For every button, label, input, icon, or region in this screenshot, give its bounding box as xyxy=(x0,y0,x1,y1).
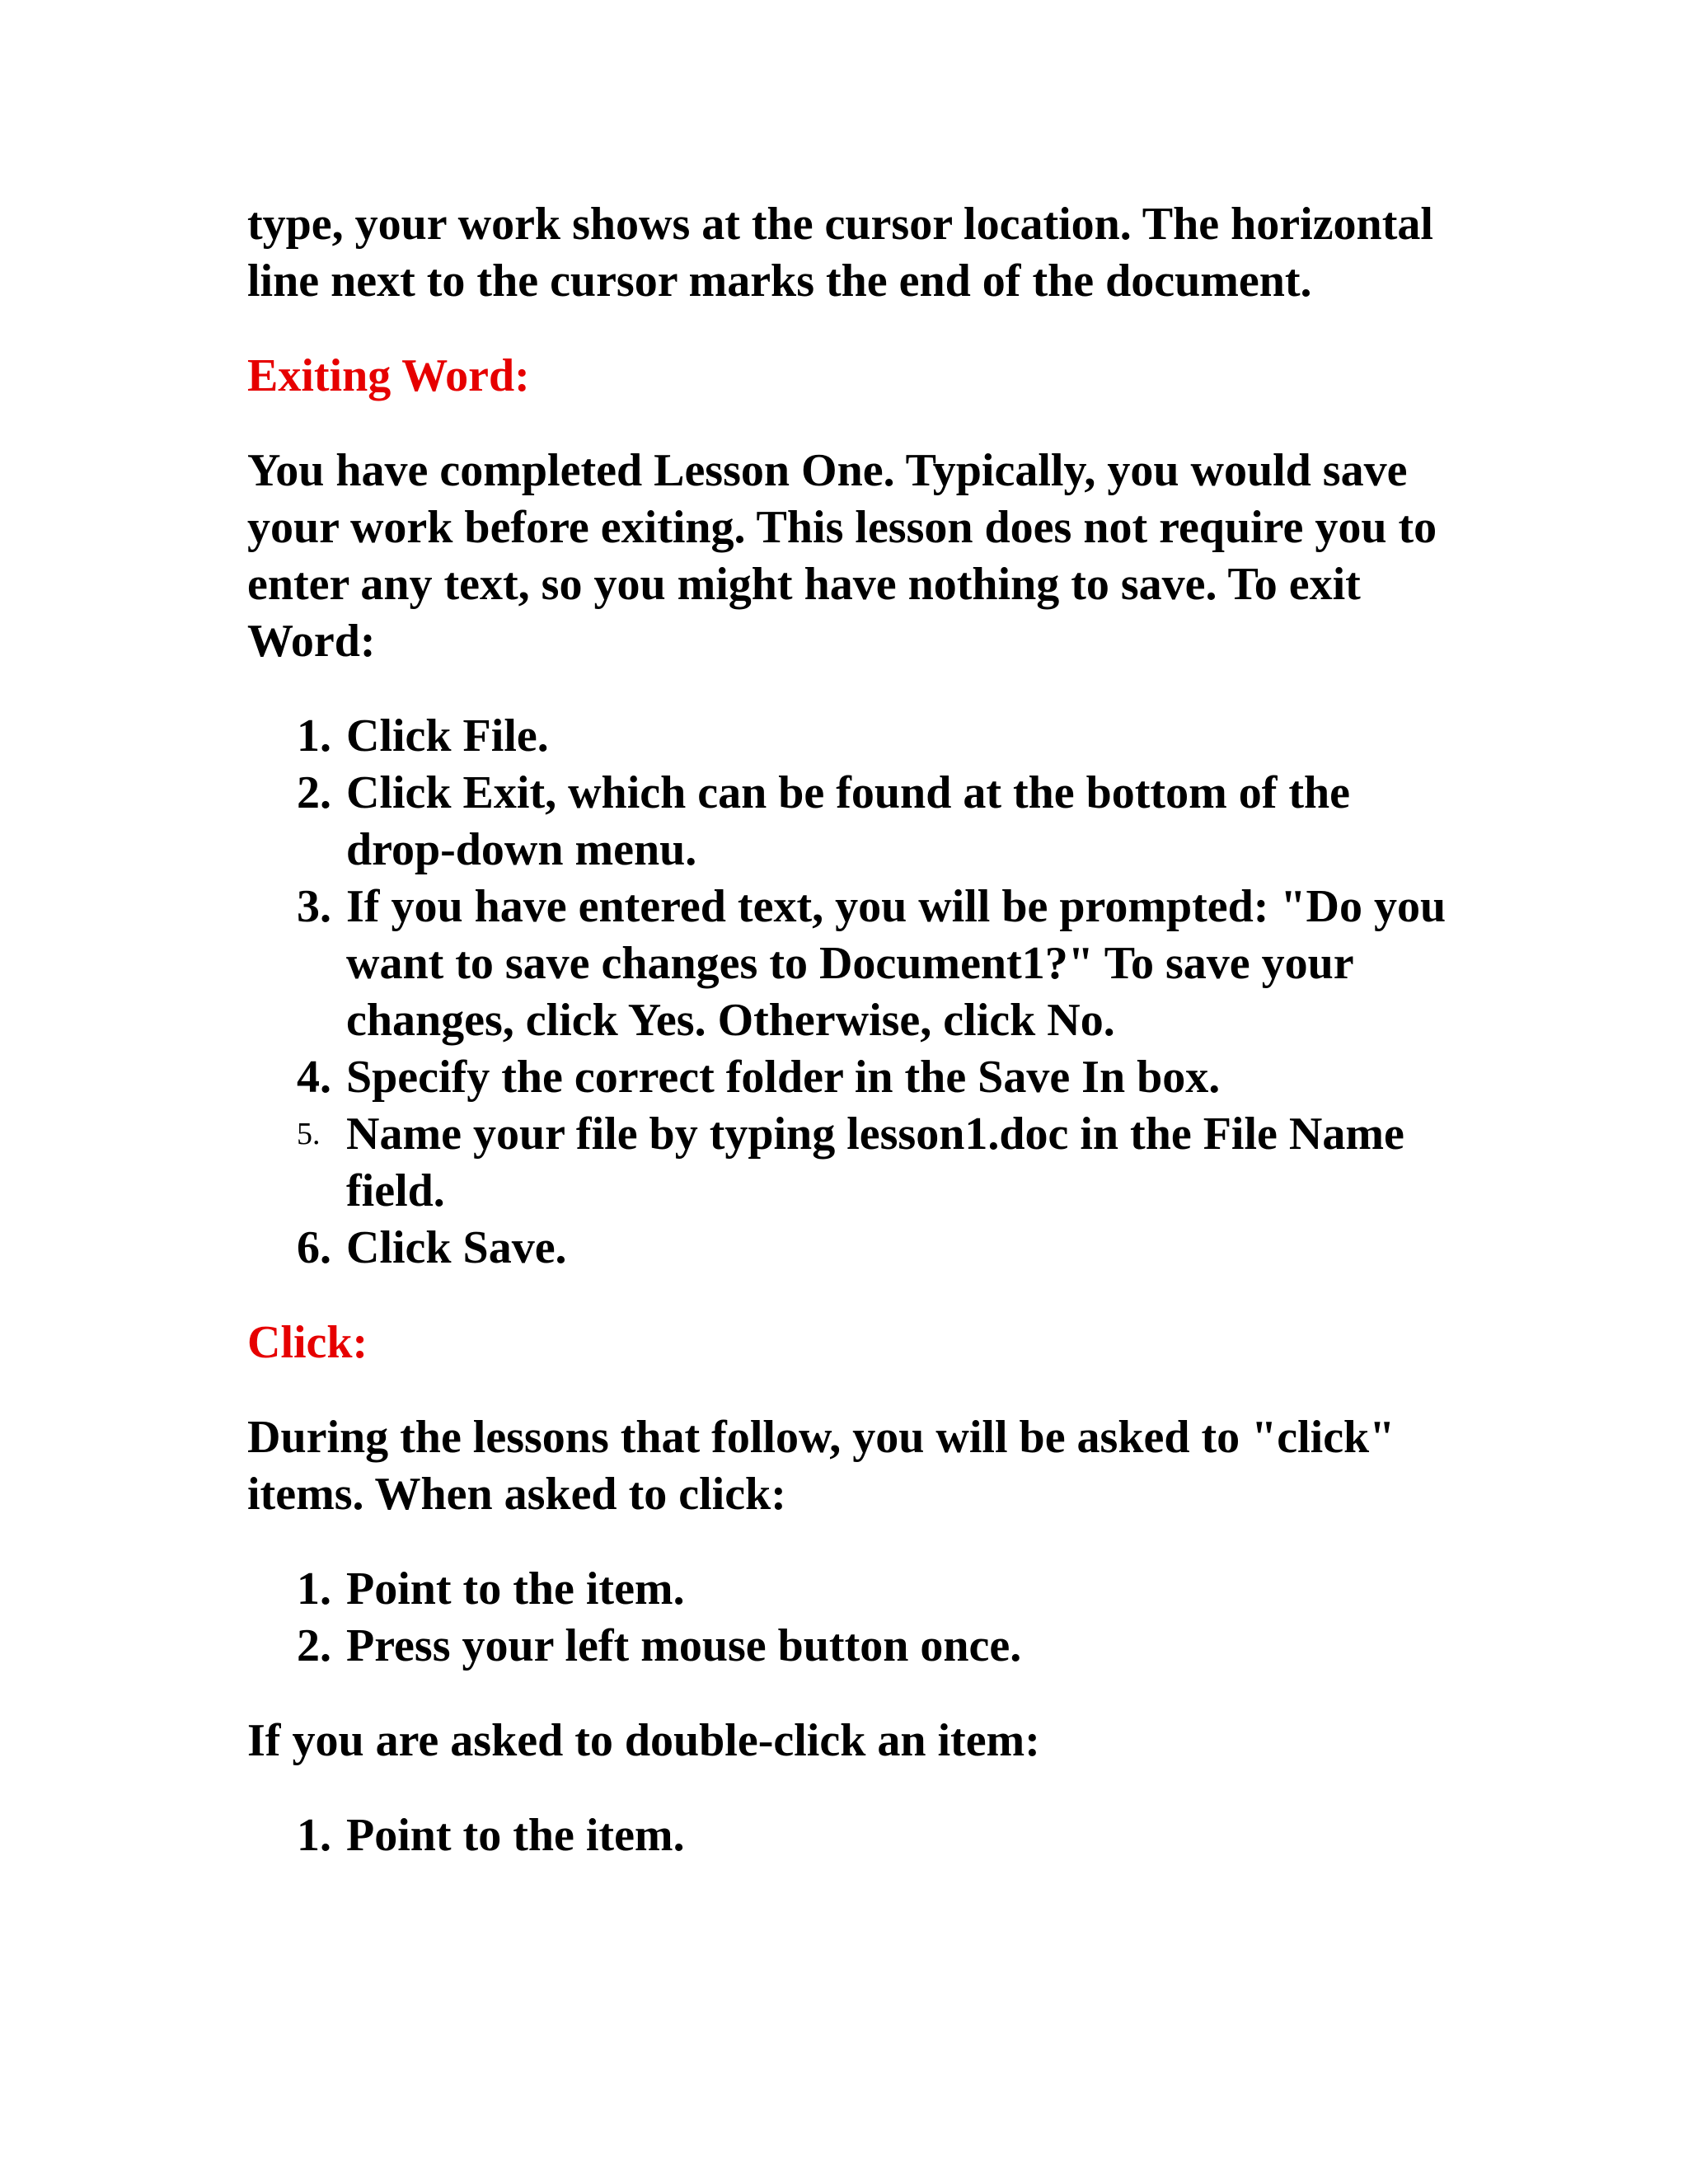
step-text: Press your left mouse button once. xyxy=(346,1620,1022,1671)
list-item xyxy=(247,1220,1451,1277)
list-item xyxy=(247,1106,1451,1220)
step-number: 5. xyxy=(297,1117,321,1151)
step-text: Click Exit, which can be found at the bottom of the drop-down menu. xyxy=(346,767,1351,875)
step-number: 2. xyxy=(297,1620,331,1671)
list-item xyxy=(247,708,1451,765)
step-text: Specify the correct folder in the Save In box. xyxy=(346,1052,1221,1103)
step-number: 1. xyxy=(297,710,331,762)
list-item xyxy=(247,1049,1451,1106)
click-heading: Click: xyxy=(247,1317,368,1368)
step-number: 1. xyxy=(297,1563,331,1615)
double-click-paragraph: If you are asked to double-click an item: xyxy=(247,1715,1040,1766)
step-text: If you have entered text, you will be prompted: "Do you want to save changes to Document1?" To save your changes, click Yes. Otherwise, click No. xyxy=(346,881,1447,1046)
document-content xyxy=(247,196,1451,1902)
step-text: Click File. xyxy=(346,710,549,762)
step-text: Point to the item. xyxy=(346,1810,685,1861)
double-click-steps xyxy=(247,1807,1451,1864)
step-number: 1. xyxy=(297,1810,331,1861)
step-number: 6. xyxy=(297,1222,331,1273)
click-steps xyxy=(247,1561,1451,1675)
list-item xyxy=(247,1561,1451,1618)
step-text: Point to the item. xyxy=(346,1563,685,1615)
step-number: 2. xyxy=(297,767,331,818)
step-number: 4. xyxy=(297,1052,331,1103)
list-item xyxy=(247,879,1451,1049)
step-text: Name your file by typing lesson1.doc in the File Name field. xyxy=(346,1108,1404,1216)
exiting-word-heading: Exiting Word: xyxy=(247,350,530,401)
step-text: Click Save. xyxy=(346,1222,567,1273)
list-item xyxy=(247,1618,1451,1675)
list-item xyxy=(247,1807,1451,1864)
exiting-word-paragraph: You have completed Lesson One. Typically, you would save your work before exiting. This lesson does not require you to enter any text, so you might have nothing to save. To exit Word: xyxy=(247,445,1437,667)
list-item xyxy=(247,765,1451,879)
exiting-word-steps xyxy=(247,708,1451,1277)
intro-paragraph: type, your work shows at the cursor location. The horizontal line next to the cursor marks the end of the document. xyxy=(247,199,1433,307)
step-number: 3. xyxy=(297,881,331,932)
click-paragraph: During the lessons that follow, you will be asked to "click" items. When asked to click: xyxy=(247,1412,1395,1520)
